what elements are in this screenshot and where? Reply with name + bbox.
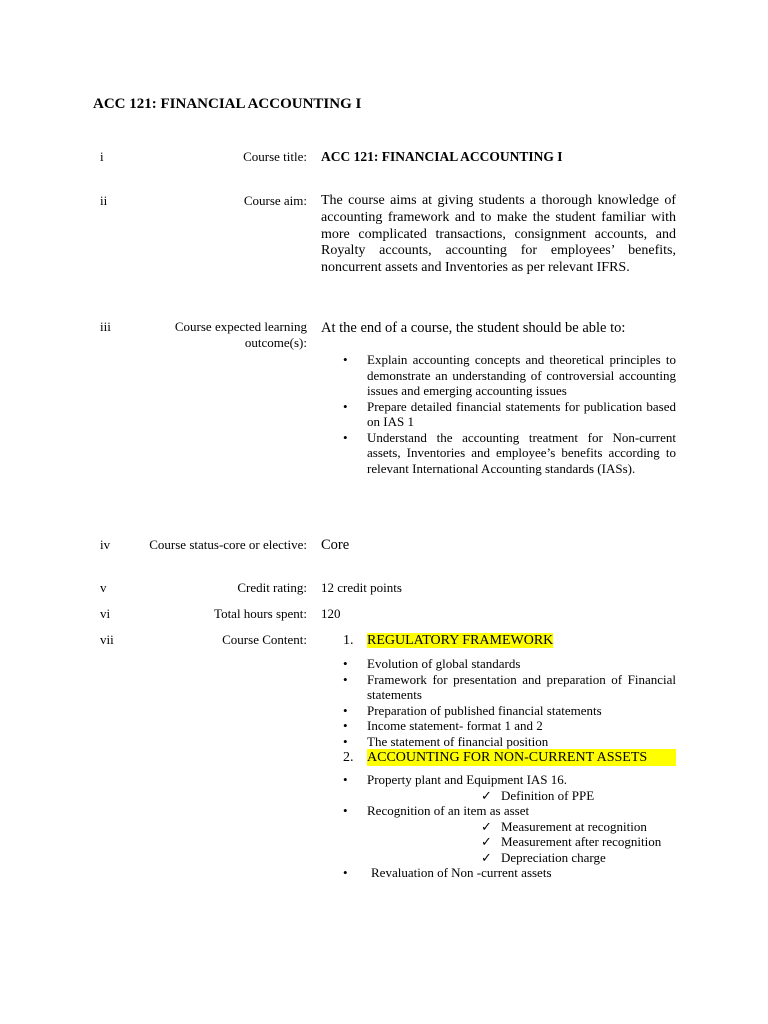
outcomes-block xyxy=(321,319,676,476)
row-number: iv xyxy=(100,537,111,552)
course-content-block xyxy=(321,632,676,881)
total-hours-value: 120 xyxy=(321,606,341,621)
section-title: ACCOUNTING FOR NON-CURRENT ASSETS xyxy=(367,749,676,766)
list-item: • Prepare detailed financial statements for publication based on IAS 1 xyxy=(321,399,676,430)
row-label: Course status-core or elective: xyxy=(149,537,307,552)
row-number: ii xyxy=(100,193,108,208)
list-item: • Preparation of published financial statements xyxy=(321,703,676,719)
document-heading: ACC 121: FINANCIAL ACCOUNTING I xyxy=(93,96,362,112)
checklist-item xyxy=(321,834,676,850)
checkmark-icon: ✓ xyxy=(481,849,492,865)
course-status-value: Core xyxy=(321,537,350,553)
row-label: Course Content: xyxy=(222,632,307,647)
list-item: • Recognition of an item as asset xyxy=(321,803,676,819)
checklist-item xyxy=(321,788,676,804)
list-item: • The statement of financial position xyxy=(321,734,676,750)
checkmark-icon: ✓ xyxy=(481,834,492,849)
checkmark-icon: ✓ xyxy=(481,818,492,834)
checklist-text: Definition of PPE xyxy=(501,787,595,803)
checklist-text: Measurement after recognition xyxy=(501,834,662,849)
row-label: Course aim: xyxy=(243,193,307,208)
list-item: • Income statement- format 1 and 2 xyxy=(321,718,676,734)
course-title-value: ACC 121: FINANCIAL ACCOUNTING I xyxy=(321,149,563,164)
checklist-text: Measurement at recognition xyxy=(501,818,647,834)
section-2-list xyxy=(321,772,676,788)
outcomes-intro: At the end of a course, the student should be able to: xyxy=(321,320,626,336)
checkmark-icon: ✓ xyxy=(481,787,492,803)
section-number: 2. xyxy=(343,750,354,765)
row-number: v xyxy=(100,580,107,595)
row-number: vi xyxy=(100,606,111,621)
list-item: • Property plant and Equipment IAS 16. xyxy=(321,772,676,788)
row-number: vii xyxy=(100,632,114,647)
section-number: 1. xyxy=(343,633,354,648)
row-label: Total hours spent: xyxy=(214,606,307,621)
section-2-list xyxy=(321,865,676,881)
outcomes-list xyxy=(321,352,676,476)
list-item: • Evolution of global standards xyxy=(321,656,676,672)
content-section-2 xyxy=(321,749,676,766)
content-section-1 xyxy=(321,632,676,649)
row-label: Course title: xyxy=(243,149,307,164)
course-aim-value: The course aims at giving students a thorough knowledge of accounting framework and to make the student familiar with more complicated transactions, consignment accounts, and Royalty accounts, accounting for employees’ benefits, noncurrent assets and Inventories as per relevant IFRS. xyxy=(321,193,676,276)
list-item: • Understand the accounting treatment for Non-current assets, Inventories and employee’s benefits according to relevant International Accounting standards (IASs). xyxy=(321,430,676,477)
row-label: Course expected learning outcome(s): xyxy=(174,319,307,350)
section-2-list xyxy=(321,803,676,819)
list-item: • Explain accounting concepts and theoretical principles to demonstrate an understanding of controversial accounting issues and emerging accounting issues xyxy=(321,352,676,399)
section-title: REGULATORY FRAMEWORK xyxy=(367,633,554,648)
checklist-text: Depreciation charge xyxy=(501,849,606,865)
checklist-item xyxy=(321,819,676,835)
row-number: i xyxy=(100,149,104,164)
section-1-list xyxy=(321,656,676,749)
list-item: • Revaluation of Non -current assets xyxy=(321,865,676,881)
checklist-item xyxy=(321,850,676,866)
row-label: Credit rating: xyxy=(237,580,307,595)
credit-rating-value: 12 credit points xyxy=(321,580,402,595)
list-item: • Framework for presentation and preparation of Financial statements xyxy=(321,672,676,703)
row-number: iii xyxy=(100,319,111,334)
